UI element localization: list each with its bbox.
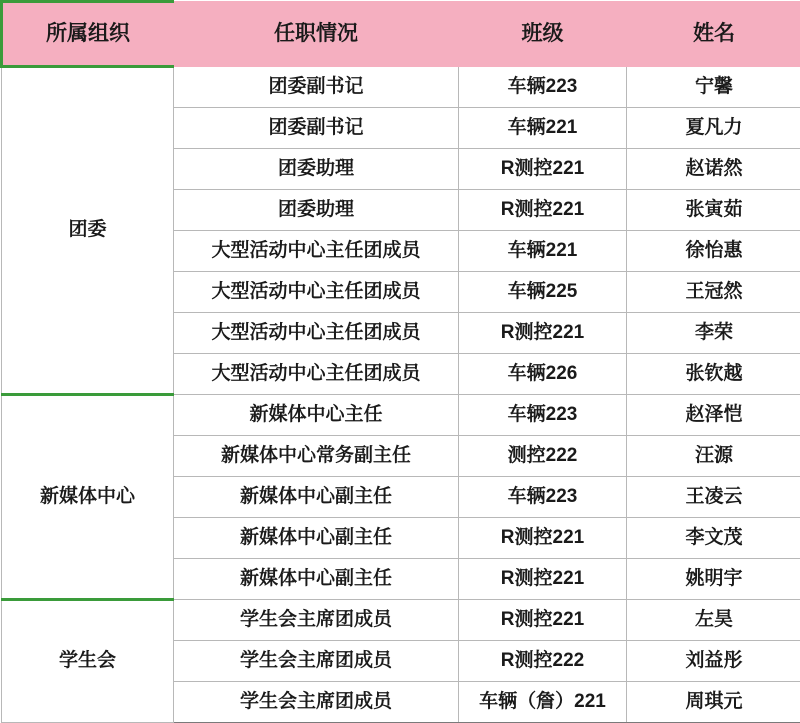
position-cell: 团委助理 bbox=[174, 149, 459, 190]
table-header-row bbox=[2, 2, 800, 67]
position-cell: 学生会主席团成员 bbox=[174, 600, 459, 641]
class-cell: 车辆223 bbox=[459, 395, 627, 436]
name-cell: 周琪元 bbox=[627, 682, 800, 723]
class-cell: 车辆221 bbox=[459, 108, 627, 149]
position-cell: 新媒体中心副主任 bbox=[174, 518, 459, 559]
column-header-organization: 所属组织 bbox=[2, 2, 174, 67]
class-cell: R测控221 bbox=[459, 149, 627, 190]
position-cell: 大型活动中心主任团成员 bbox=[174, 272, 459, 313]
column-header-class: 班级 bbox=[459, 2, 627, 67]
class-cell: 车辆223 bbox=[459, 67, 627, 108]
position-cell: 团委助理 bbox=[174, 190, 459, 231]
position-cell: 学生会主席团成员 bbox=[174, 641, 459, 682]
name-cell: 赵诺然 bbox=[627, 149, 800, 190]
position-cell: 学生会主席团成员 bbox=[174, 682, 459, 723]
name-cell: 王凌云 bbox=[627, 477, 800, 518]
position-cell: 新媒体中心常务副主任 bbox=[174, 436, 459, 477]
position-cell: 团委副书记 bbox=[174, 108, 459, 149]
name-cell: 赵泽恺 bbox=[627, 395, 800, 436]
name-cell: 张寅茹 bbox=[627, 190, 800, 231]
name-cell: 汪源 bbox=[627, 436, 800, 477]
position-cell: 团委副书记 bbox=[174, 67, 459, 108]
position-cell: 大型活动中心主任团成员 bbox=[174, 313, 459, 354]
position-cell: 新媒体中心主任 bbox=[174, 395, 459, 436]
class-cell: R测控222 bbox=[459, 641, 627, 682]
name-cell: 张钦越 bbox=[627, 354, 800, 395]
name-cell: 左昊 bbox=[627, 600, 800, 641]
name-cell: 徐怡惠 bbox=[627, 231, 800, 272]
class-cell: R测控221 bbox=[459, 518, 627, 559]
class-cell: 车辆223 bbox=[459, 477, 627, 518]
class-cell: 车辆（詹）221 bbox=[459, 682, 627, 723]
class-cell: 车辆226 bbox=[459, 354, 627, 395]
class-cell: R测控221 bbox=[459, 313, 627, 354]
position-cell: 新媒体中心副主任 bbox=[174, 559, 459, 600]
name-cell: 刘益彤 bbox=[627, 641, 800, 682]
organization-cell: 新媒体中心 bbox=[2, 395, 174, 600]
position-cell: 大型活动中心主任团成员 bbox=[174, 231, 459, 272]
class-cell: R测控221 bbox=[459, 190, 627, 231]
name-cell: 李荣 bbox=[627, 313, 800, 354]
class-cell: R测控221 bbox=[459, 559, 627, 600]
position-cell: 大型活动中心主任团成员 bbox=[174, 354, 459, 395]
class-cell: R测控221 bbox=[459, 600, 627, 641]
class-cell: 车辆225 bbox=[459, 272, 627, 313]
name-cell: 姚明宇 bbox=[627, 559, 800, 600]
organization-cell: 团委 bbox=[2, 67, 174, 395]
name-cell: 宁馨 bbox=[627, 67, 800, 108]
class-cell: 车辆221 bbox=[459, 231, 627, 272]
position-cell: 新媒体中心副主任 bbox=[174, 477, 459, 518]
column-header-position: 任职情况 bbox=[174, 2, 459, 67]
table-row bbox=[2, 395, 800, 436]
table-body bbox=[2, 67, 800, 723]
class-cell: 测控222 bbox=[459, 436, 627, 477]
organization-cell: 学生会 bbox=[2, 600, 174, 723]
table-row bbox=[2, 67, 800, 108]
table-row bbox=[2, 600, 800, 641]
table-header bbox=[2, 2, 800, 67]
name-cell: 李文茂 bbox=[627, 518, 800, 559]
name-cell: 夏凡力 bbox=[627, 108, 800, 149]
column-header-name: 姓名 bbox=[627, 2, 800, 67]
name-cell: 王冠然 bbox=[627, 272, 800, 313]
